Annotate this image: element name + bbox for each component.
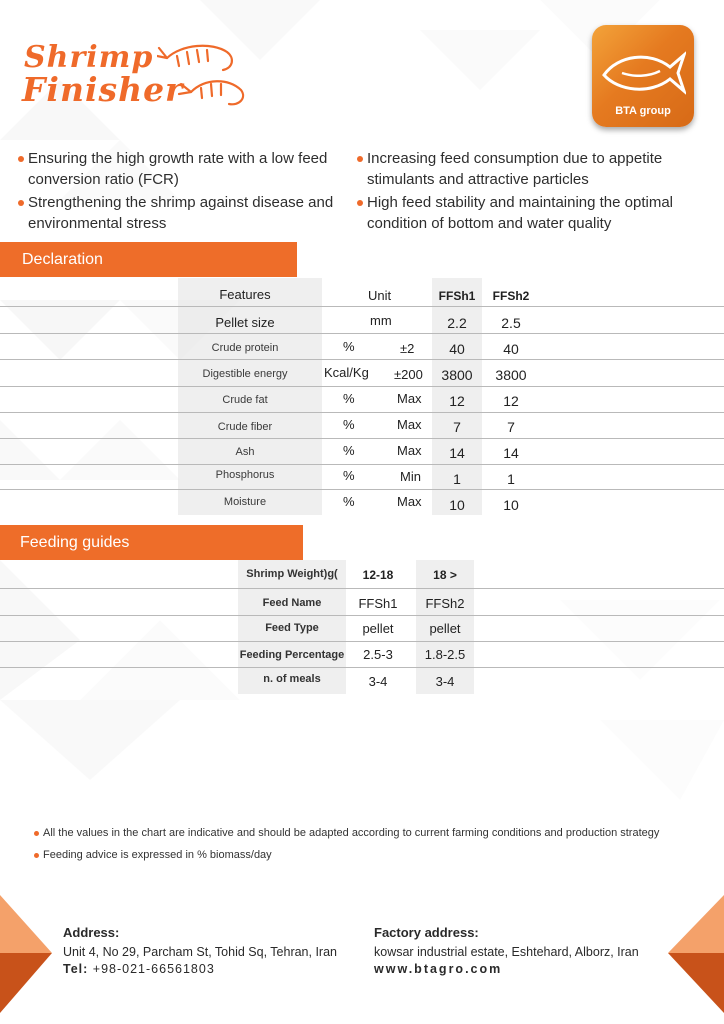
feature-label: Crude fat [222,394,268,406]
ffsh2-value: 7 [507,419,515,435]
unit-value: % [343,339,355,354]
row-divider [0,464,724,465]
company-logo [592,25,694,127]
feeding-label: Feeding Percentage [239,649,345,661]
feeding-guides-header: Feeding guides [0,525,303,560]
bullet-dot [357,200,363,206]
benefit-text: Increasing feed consumption due to appetite stimulants and attractive particles [367,150,663,188]
unit-value: % [343,494,355,509]
feeding-value-2: FFSh2 [425,596,465,611]
row-divider [0,588,724,589]
benefit-text: Strengthening the shrimp against disease and environmental stress [28,194,334,232]
feeding-value-2: 18 > [433,568,457,582]
row-divider [0,359,724,360]
ffsh1-value: 1 [453,471,461,487]
logo-text: BTA group [615,105,671,117]
phone-number: +98-021-66561803 [92,962,215,976]
factory-address: kowsar industrial estate, Eshtehard, Alborz, Iran [374,945,639,959]
ffsh1-value: 2.2 [447,315,467,331]
note-text: Feeding advice is expressed in % biomass/day [43,849,272,861]
benefit-item [18,192,363,234]
note-item [34,848,659,862]
feature-label: Crude fiber [217,421,273,433]
feeding-label: Feed Type [265,622,319,634]
brand-title [22,40,252,115]
unit-value: mm [370,313,392,328]
feature-label: Ash [235,446,255,458]
benefit-text: Ensuring the high growth rate with a low feed conversion ratio (FCR) [28,150,328,188]
benefit-item [357,192,717,234]
office-address: Unit 4, No 29, Parcham St, Tohid Sq, Tehran, Iran [63,945,337,959]
shrimp-icon [157,40,247,112]
website-link[interactable]: www.btagro.com [374,962,503,976]
row-divider [0,641,724,642]
factory-address-title: Factory address: [374,925,479,940]
ffsh2-value: 3800 [495,367,527,383]
tolerance-value: Max [397,417,422,432]
feeding-value-2: pellet [429,621,461,636]
tel-label: Tel: [63,962,89,976]
row-divider [0,667,724,668]
ffsh1-value: 12 [449,393,465,409]
feature-label: Crude protein [211,342,279,354]
ffsh2-value: 2.5 [501,315,521,331]
ffsh2-value: 1 [507,471,515,487]
header-features: Features [219,287,271,302]
row-divider [0,412,724,413]
header-ffsh2: FFSh2 [492,289,530,303]
ffsh1-value: 40 [449,341,465,357]
note-text: All the values in the chart are indicative and should be adapted according to current farming conditions and production strategy [43,827,660,839]
row-divider [0,306,724,307]
feeding-value-1: 12-18 [362,568,394,582]
ffsh2-value: 12 [503,393,519,409]
unit-value: % [343,443,355,458]
feature-label: Phosphorus [215,469,275,481]
unit-value: % [343,391,355,406]
header-unit: Unit [368,288,392,303]
bullet-dot [18,200,24,206]
bullet-dot [18,156,24,162]
brand-title-line2: Finisher [22,70,184,109]
office-address-block [63,924,337,978]
ffsh2-value: 14 [503,445,519,461]
row-divider [0,438,724,439]
feeding-value-2: 1.8-2.5 [424,647,466,662]
phone-line [63,961,337,978]
note-item [34,826,659,840]
feeding-value-1: 3-4 [368,674,388,689]
brand-title-line1: Shrimp [24,40,154,75]
feeding-label: n. of meals [263,673,321,685]
row-divider [0,489,724,490]
feature-label: Moisture [223,496,267,508]
address-title: Address: [63,925,120,940]
footer-right-corner [668,895,724,1015]
declaration-header: Declaration [0,242,297,277]
unit-value: % [343,468,355,483]
feeding-value-1: FFSh1 [358,596,398,611]
unit-value: % [343,417,355,432]
footer-left-corner [0,895,52,1015]
tolerance-value: Max [397,443,422,458]
unit-value: Kcal/Kg [324,365,369,380]
feeding-label: Feed Name [262,597,322,609]
benefits-right [357,148,717,236]
bullet-dot [357,156,363,162]
notes [34,826,659,870]
feeding-label: Shrimp Weight)g( [246,568,338,580]
ffsh2-value: 40 [503,341,519,357]
bullet-dot [34,853,39,858]
fish-logo-icon [600,47,686,97]
factory-address-block [374,924,639,978]
tolerance-value: Max [397,494,422,509]
row-divider [0,386,724,387]
row-divider [0,615,724,616]
tolerance-value: ±200 [394,367,423,382]
feature-label: Digestible energy [202,368,288,380]
feeding-value-2: 3-4 [435,674,455,689]
header-ffsh1: FFSh1 [438,289,476,303]
feeding-value-1: pellet [362,621,394,636]
ffsh1-value: 3800 [441,367,473,383]
ffsh2-value: 10 [503,497,519,513]
benefit-item [18,148,363,190]
row-divider [0,333,724,334]
ffsh1-value: 10 [449,497,465,513]
feature-label: Pellet size [215,315,275,330]
tolerance-value: Min [400,469,421,484]
ffsh1-value: 14 [449,445,465,461]
bullet-dot [34,831,39,836]
ffsh1-value: 7 [453,419,461,435]
tolerance-value: Max [397,391,422,406]
benefit-item [357,148,717,190]
benefit-text: High feed stability and maintaining the optimal condition of bottom and water quality [367,194,674,232]
feeding-value-1: 2.5-3 [363,647,393,662]
benefits-left [18,148,363,236]
tolerance-value: ±2 [400,341,415,356]
